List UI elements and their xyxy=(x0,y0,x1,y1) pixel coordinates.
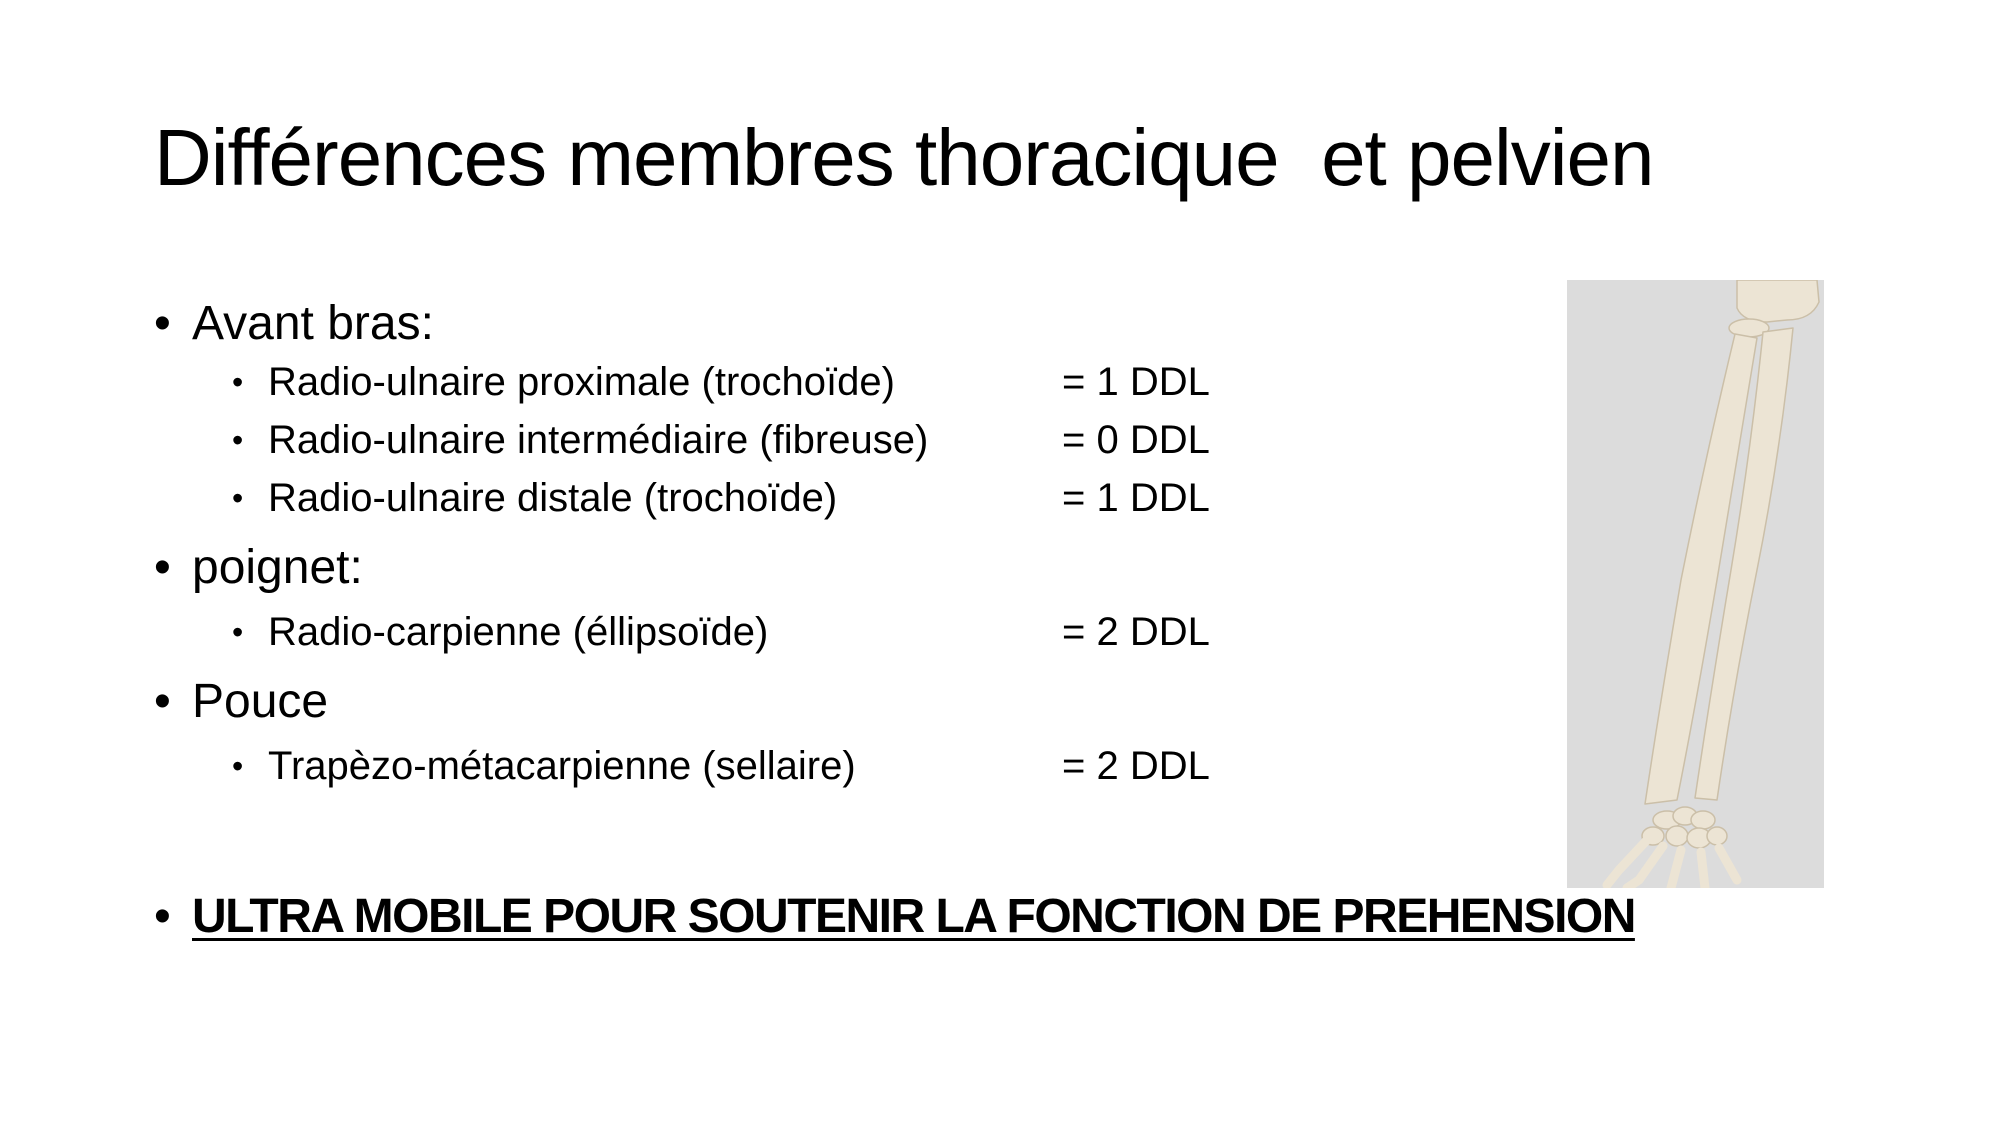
list-item xyxy=(154,746,1554,804)
bullet-list xyxy=(154,297,1554,804)
forearm-hand-skeleton-icon xyxy=(1567,280,1824,888)
ddl-value: = 1 DDL xyxy=(1062,360,1210,404)
joint-label: Trapèzo-métacarpienne (sellaire) xyxy=(268,744,856,788)
bullet-icon: • xyxy=(232,748,244,784)
conclusion-bullet xyxy=(154,890,1635,943)
bullet-icon: • xyxy=(232,422,244,458)
list-item xyxy=(154,420,1554,478)
joint-label: Radio-ulnaire distale (trochoïde) xyxy=(268,476,838,520)
bullet-icon: • xyxy=(154,541,171,594)
conclusion-text: ULTRA MOBILE POUR SOUTENIR LA FONCTION DE PREHENSION xyxy=(192,890,1635,943)
joint-label: Radio-ulnaire proximale (trochoïde) xyxy=(268,360,895,404)
section-heading-poignet xyxy=(154,541,1554,594)
section-heading-text: Avant bras: xyxy=(192,297,434,350)
section-heading-avant-bras xyxy=(154,297,1554,350)
ddl-value: = 1 DDL xyxy=(1062,476,1210,520)
list-item xyxy=(154,478,1554,536)
ddl-value: = 2 DDL xyxy=(1062,610,1210,654)
section-heading-text: Pouce xyxy=(192,675,329,728)
bullet-icon: • xyxy=(232,364,244,400)
list-item xyxy=(154,362,1554,420)
bullet-icon: • xyxy=(154,890,171,943)
list-item xyxy=(154,612,1554,670)
bullet-icon: • xyxy=(154,675,171,728)
forearm-skeleton-image xyxy=(1567,280,1824,888)
bullet-icon: • xyxy=(154,297,171,350)
joint-label: Radio-ulnaire intermédiaire (fibreuse) xyxy=(268,418,929,462)
ddl-value: = 0 DDL xyxy=(1062,418,1210,462)
bullet-icon: • xyxy=(232,614,244,650)
joint-label: Radio-carpienne (éllipsoïde) xyxy=(268,610,769,654)
bullet-icon: • xyxy=(232,480,244,516)
section-heading-text: poignet: xyxy=(192,541,363,594)
ddl-value: = 2 DDL xyxy=(1062,744,1210,788)
slide-title: Différences membres thoracique et pelvien xyxy=(154,113,1654,202)
section-heading-pouce xyxy=(154,675,1554,728)
